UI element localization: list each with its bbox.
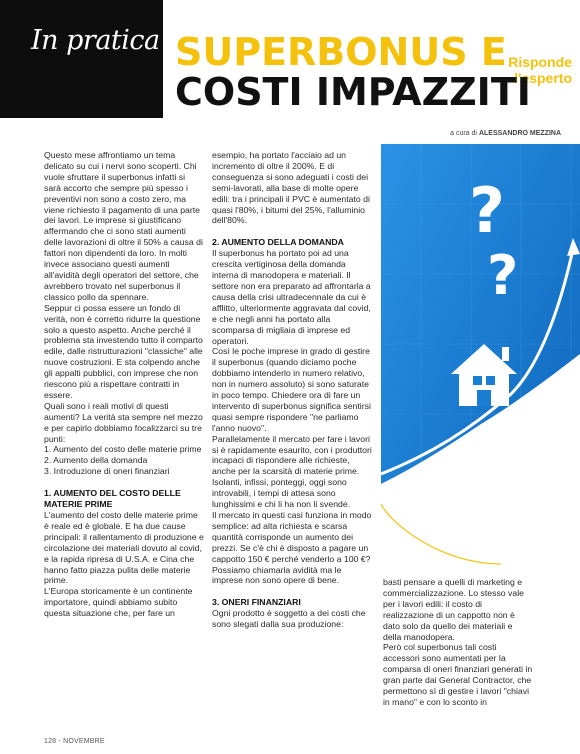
paragraph: Il superbonus ha portato poi ad una crescita vertiginosa della domanda interna di manodopera e materiali. Il settore non era preparato ad affrontarla a causa della crisi ultradecennale da cui è afflitto, ulteriormente aggravata dal covid, e che negli anni ha portato alla scomparsa di migliaia di imprese ed operatori. [212,248,371,346]
article-column-2 [212,150,372,630]
section-heading: 2. AUMENTO DELLA DOMANDA [212,237,344,248]
paragraph: Così le poche imprese in grado di gestire il superbonus (quando diciamo poche dobbiamo intenderlo in numero relativo, non in numero assoluto) si sono saturate in poco tempo. Chiedere ora di fare un intervento di superbonus significa sentirsi quasi sempre rispondere "ne parliamo l'anno nuovo". [212,346,371,433]
kicker-line-1: Risponde [508,54,572,70]
paragraph: Ogni prodotto è soggetto a dei costi che sono slegati dalla sua produzione: [212,608,366,630]
byline [450,130,561,137]
paragraph: basti pensare a quelli di marketing e commercializzazione. Lo stesso vale per i lavori edili: il costo di realizzazione di un cappotto non è dato solo da quello dei materiali e della manodopera. [383,577,524,642]
list-item: 3. Introduzione di oneri finanziari [44,466,170,477]
byline-author: ALESSANDRO MEZZINA [478,130,561,137]
list-item: 2. Aumento della domanda [44,455,148,466]
paragraph: esempio, ha portato l'acciaio ad un incremento di oltre il 200%. E di conseguenza si sono adeguati i costi dei semi-lavorati, alla base di molte opere edili: tra i principali il PVC è aumentato di quasi l'80%, i bitumi del 25%, l'alluminio dell'80%. [212,150,370,226]
kicker-line-2: l'esperto [514,70,572,86]
page-footer: 128 - NOVEMBRE [44,738,105,745]
section-heading: 3. ONERI FINANZIARI [212,597,301,608]
headline-line-2: COSTI IMPAZZITI [175,70,531,114]
house-growth-illustration [381,144,580,574]
paragraph: Parallelamente il mercato per fare i lavori si è rapidamente esaurito, con i produttori incapaci di rispondere alle richieste, anche per la scarsità di materie prime. Isolanti, infissi, ponteggi, oggi sono introvabili, i tempi di attesa sono lunghissimi e chi li ha non li svende. [212,433,372,510]
paragraph: Il mercato in questi casi funziona in modo semplice: ad alta richiesta e scarsa quantità corrisponde un aumento dei prezzi. Se c'è chi è disposto a pagare un cappotto 150 € perché venderlo a 100 €? Possiamo chiamarla avidità ma le imprese non sono opere di bene. [212,510,372,586]
article-column-3 [383,577,533,708]
paragraph: L'aumento del costo delle materie prime è reale ed è globale. E ha due cause principali: il rallentamento di produzione e circolazione dei materiali dovuto al covid, e la rapida ripresa di U.S.A. e Cina che hanno fatto piazza pulita delle materie prime. [44,510,204,586]
question-mark-icon: ? [469,174,505,247]
header-black-box [0,0,163,118]
section-kicker-script: In pratica [31,25,160,56]
paragraph: Però col superbonus tali costi accessori sono aumentati per la comparsa di oneri finanziari generati in gran parte dai General Contractor, che permettono sì di gestire i lavori "chiavi in mano" e con lo sconto in [383,642,533,707]
paragraph: Questo mese affrontiamo un tema delicato su cui i nervi sono scoperti. Chi vuole sfruttare il superbonus infatti si sarà accorto che sempre più spesso i preventivi non sono a costo zero, ma viene richiesto il pagamento di una parte dei lavori. Le imprese si giustificano affermando che ci sono stati aumenti delle lavorazioni di oltre il 50% a causa di fattori non dipendenti da loro. In molti invece associano questi aumenti all'avidità degli operatori del settore, che avrebbero trovato nel superbonus il classico pollo da spennare. [44,150,203,302]
paragraph: Seppur ci possa essere un fondo di verità, non è corretto ridurre la questione solo a questo aspetto. Anche perché il problema sta investendo tutto il comparto edile, dalle ristrutturazioni "classiche" alle nuove costruzioni. E sta colpendo anche gli appalti pubblici, con imprese che non riescono più a rispettare contratti in essere. [44,302,203,400]
question-mark-icon: ? [487,244,519,307]
section-heading: 1. AUMENTO DEL COSTO DELLE MATERIE PRIME [44,488,181,510]
byline-prefix: a cura di [450,130,479,137]
paragraph: L'Europa storicamente è un continente importatore, quindi abbiamo subito questa situazione che, per fare un [44,586,193,619]
headline-line-1: SUPERBONUS E [175,30,507,74]
paragraph: Quali sono i reali motivi di questi aumenti? La verità sta sempre nel mezzo e per capirlo dobbiamo focalizzarci su tre punti: [44,400,203,444]
article-column-1 [44,150,204,619]
list-item: 1. Aumento del costo delle materie prime [44,444,202,455]
